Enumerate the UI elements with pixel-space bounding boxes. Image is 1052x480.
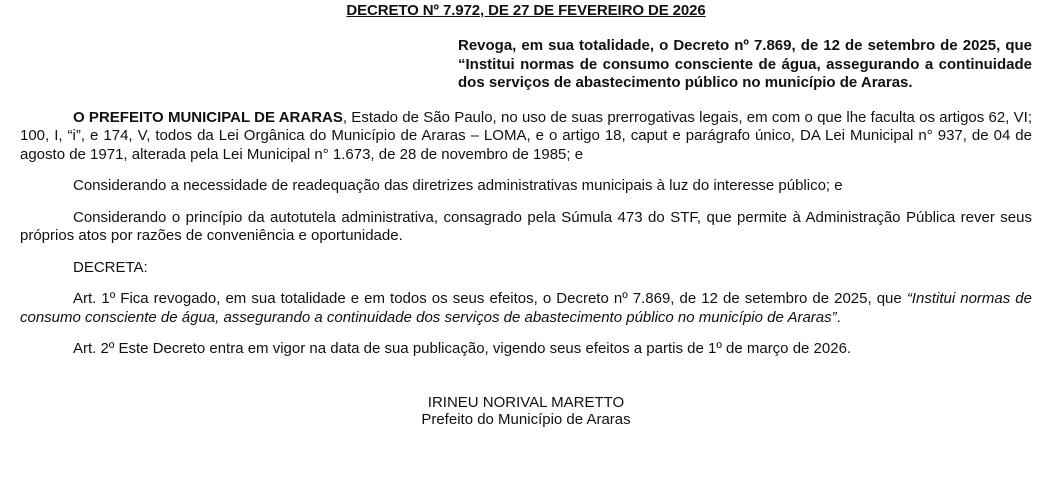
article-1	[20, 290, 1032, 327]
preamble-paragraph	[20, 109, 1032, 165]
signature-block	[20, 394, 1032, 428]
preamble-lead: O PREFEITO MUNICIPAL DE ARARAS	[73, 108, 343, 126]
signatory-name: IRINEU NORIVAL MARETTO	[427, 393, 625, 411]
article-1-text: Art. 1º Fica revogado, em sua totalidade e em todos os seus efeitos, o Decreto nº 7.869, de 12 de setembro de 2025, que	[73, 290, 907, 307]
article-2: Art. 2º Este Decreto entra em vigor na data de sua publicação, vigendo seus efeitos a partis de 1º de março de 2026.	[73, 340, 852, 357]
article-1-end: .	[836, 308, 841, 326]
decrees-heading: DECRETA:	[73, 258, 148, 276]
preamble-text: , Estado de São Paulo, no uso de suas prerrogativas legais, em com o que lhe faculta os artigos 62, VI; 100, I, “i”, e 174, V, todos da Lei Orgânica do Município de Araras – LOMA, e o artigo 18, caput e parágrafo único, DA Lei Municipal n° 937, de 04 de agosto de 1971, alterada pela Lei Municipal n° 1.673, de 28 de novembro de 1985; e	[20, 108, 1032, 163]
decree-title: DECRETO Nº 7.972, DE 27 DE FEVEREIRO DE 2026	[346, 2, 706, 19]
article-1-quote: “Institui normas de consumo consciente de água, assegurando a continuidade dos serviços de abastecimento público no município de Araras”	[20, 290, 1032, 326]
considering-paragraph-2: Considerando o princípio da autotutela administrativa, consagrado pela Súmula 473 do STF, que permite à Administração Pública rever seus próprios atos por razões de conveniência e oportunidade.	[20, 208, 1032, 244]
considering-paragraph-1: Considerando a necessidade de readequação das diretrizes administrativas municipais à luz do interesse público; e	[73, 177, 843, 194]
signatory-role: Prefeito do Município de Araras	[421, 410, 631, 428]
decree-summary: Revoga, em sua totalidade, o Decreto nº 7.869, de 12 de setembro de 2025, que “Institui normas de consumo consciente de água, assegurando a continuidade dos serviços de abastecimento público no município de Araras.	[458, 37, 1032, 91]
